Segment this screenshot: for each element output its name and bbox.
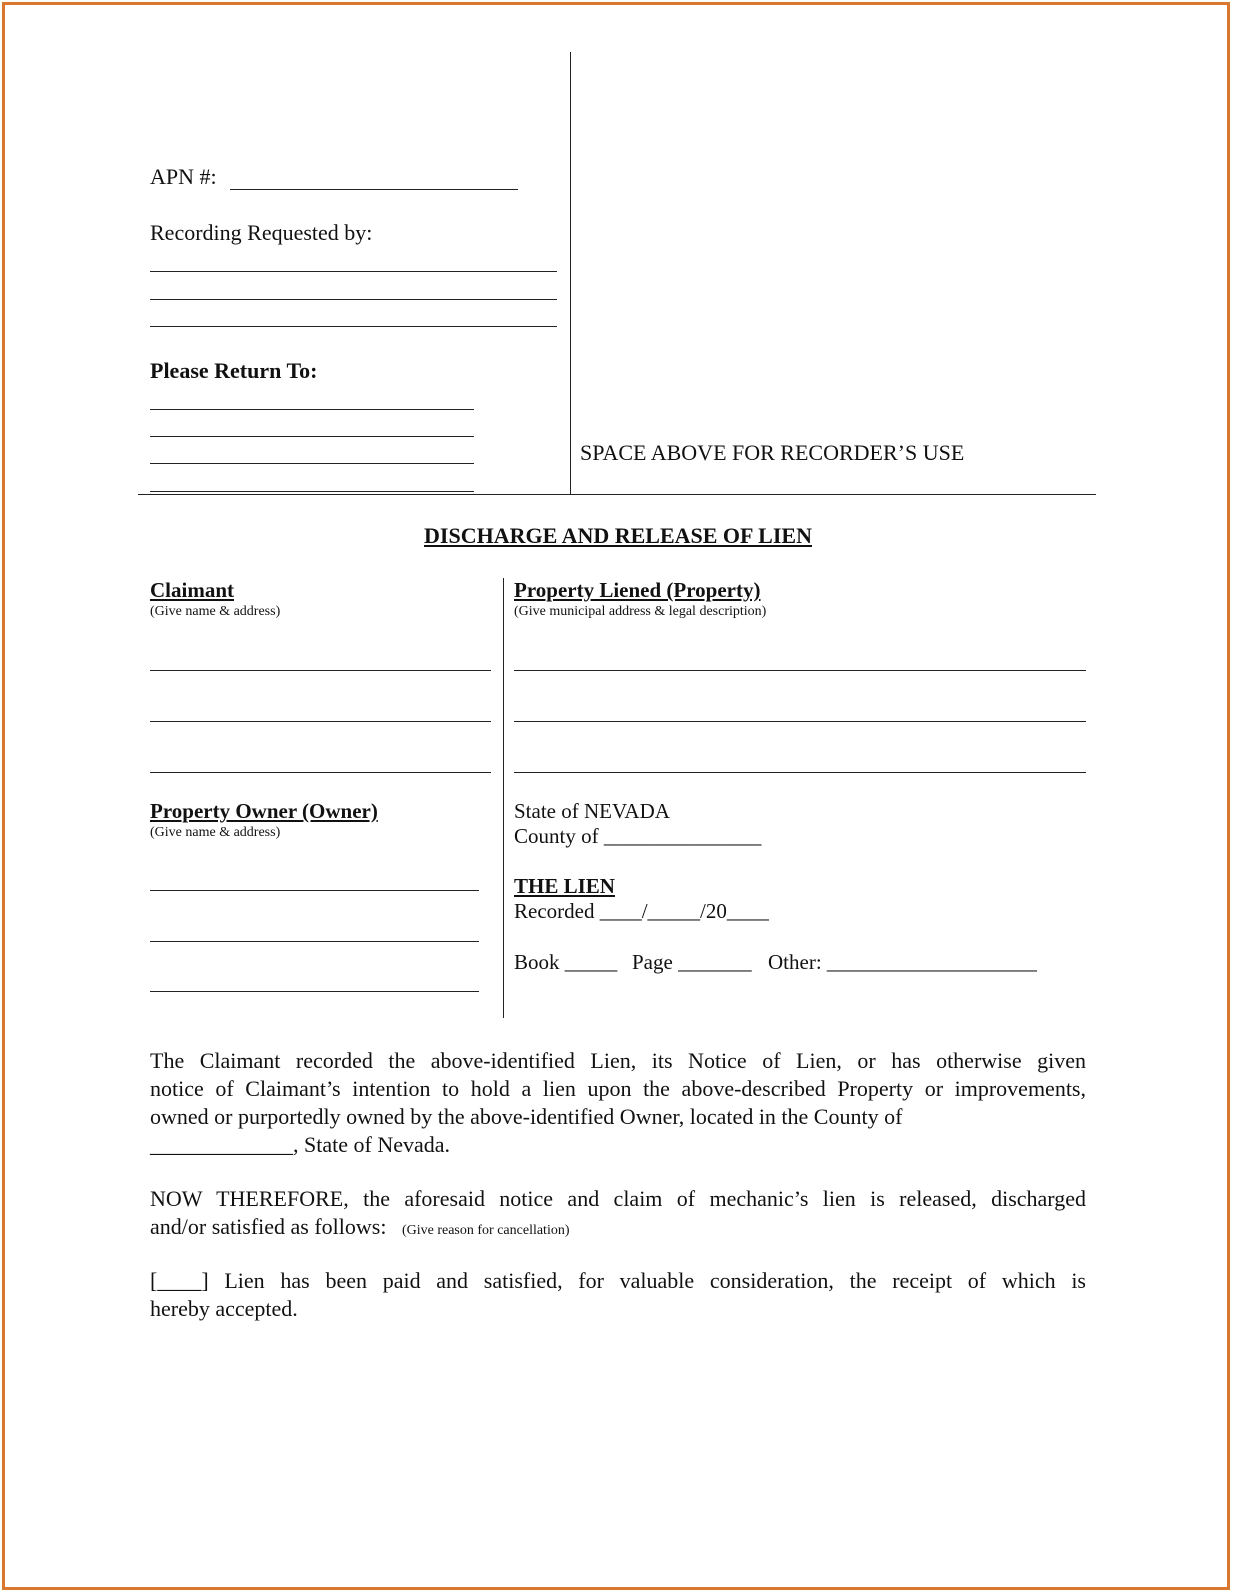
book-field[interactable]: Book _____ [514,950,618,974]
return-to-line-4[interactable] [150,491,474,492]
claimant-heading: Claimant [150,578,234,602]
apn-label: APN #: [150,164,217,189]
paragraph1-line-3: owned or purportedly owned by the above-identified Owner, located in the County of [150,1104,903,1129]
paragraph2-line-2-wrap [150,1213,1086,1245]
recording-requested-line-2[interactable] [150,299,557,300]
recorded-date-field[interactable]: Recorded ____/_____/20____ [514,899,769,923]
property-hint: (Give municipal address & legal description) [514,604,767,619]
paragraph2-line-1: NOW THEREFORE, the aforesaid notice and claim of mechanic’s lien is released, discharged [150,1186,1086,1211]
other-field[interactable]: Other: ____________________ [768,950,1037,974]
paragraph3-line-2: hereby accepted. [150,1296,298,1321]
lien-heading: THE LIEN [514,874,615,898]
owner-line-2[interactable] [150,941,479,942]
paid-satisfied-checkbox-line[interactable]: [____] Lien has been paid and satisfied, for valuable consideration, the receipt of which is [150,1268,1086,1293]
property-heading: Property Liened (Property) [514,578,761,602]
claimant-line-1[interactable] [150,670,491,671]
paid-satisfied-option [150,1267,1086,1323]
paragraph1-line-4[interactable]: _____________, State of Nevada. [150,1132,450,1157]
return-to-line-2[interactable] [150,436,474,437]
recording-requested-line-3[interactable] [150,326,557,327]
recorder-space-label: SPACE ABOVE FOR RECORDER’S USE [580,440,965,465]
document-title: DISCHARGE AND RELEASE OF LIEN [424,523,812,548]
recorder-divider [570,52,571,494]
header-bottom-rule [138,494,1096,495]
paragraph2-line-2: and/or satisfied as follows: [150,1214,387,1239]
paragraph1-line-1: The Claimant recorded the above-identified Lien, its Notice of Lien, or has otherwise given [150,1048,1086,1073]
page-field[interactable]: Page _______ [632,950,752,974]
cancellation-reason-hint: (Give reason for cancellation) [401,1223,570,1238]
please-return-to-label: Please Return To: [150,358,318,383]
claimant-line-3[interactable] [150,772,491,773]
property-line-3[interactable] [514,772,1086,773]
return-to-line-1[interactable] [150,409,474,410]
claimant-line-2[interactable] [150,721,491,722]
owner-line-1[interactable] [150,890,479,891]
claimant-hint: (Give name & address) [150,604,281,619]
recording-requested-label: Recording Requested by: [150,220,373,245]
columns-divider [503,578,504,1018]
paragraph1-line-2: notice of Claimant’s intention to hold a lien upon the above-described Property or improvements, [150,1076,1086,1101]
release-paragraph [150,1185,1086,1245]
owner-heading: Property Owner (Owner) [150,799,378,823]
claimant-statement-paragraph [150,1047,1086,1159]
owner-hint: (Give name & address) [150,825,281,840]
owner-line-3[interactable] [150,991,479,992]
property-line-2[interactable] [514,721,1086,722]
recording-requested-line-1[interactable] [150,271,557,272]
return-to-line-3[interactable] [150,463,474,464]
property-line-1[interactable] [514,670,1086,671]
apn-field[interactable] [230,189,518,190]
county-field[interactable]: County of _______________ [514,824,762,848]
state-label: State of NEVADA [514,799,670,823]
